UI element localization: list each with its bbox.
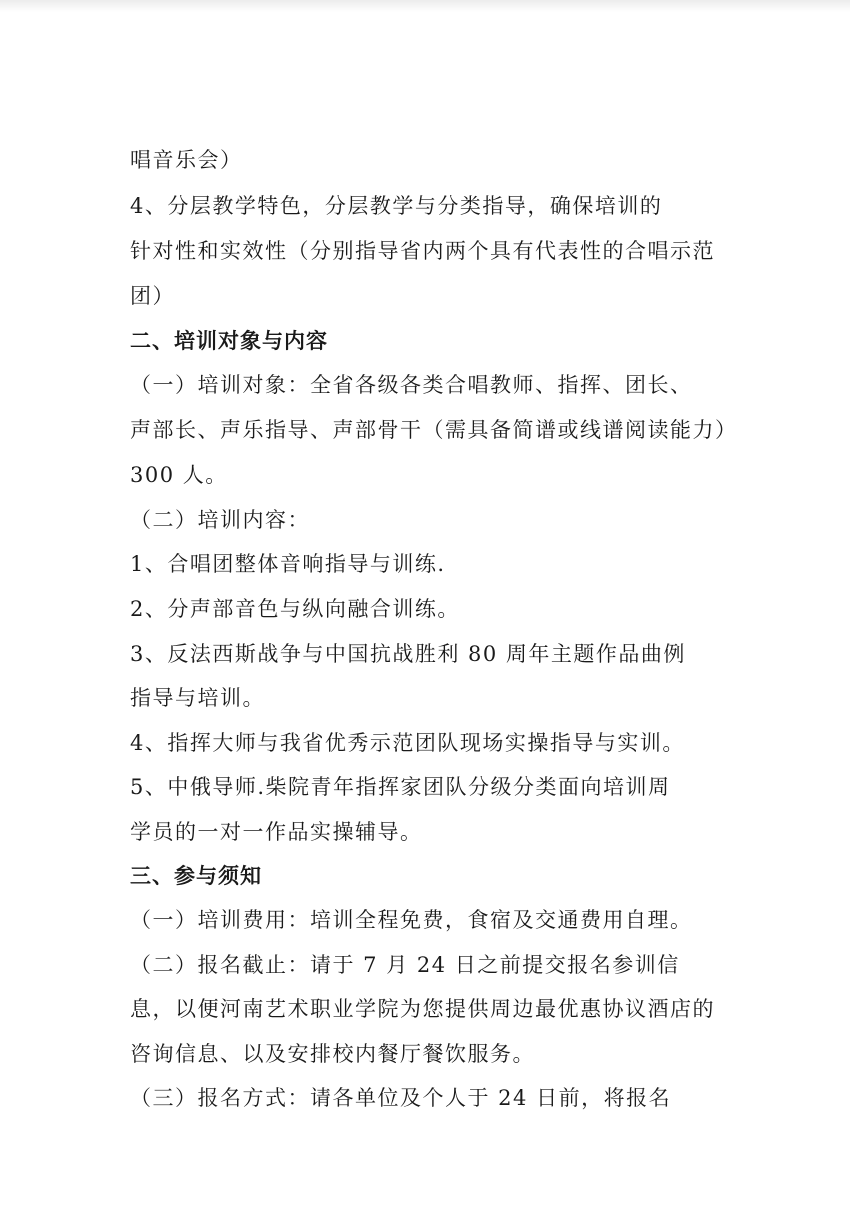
paragraph-line: 针对性和实效性（分别指导省内两个具有代表性的合唱示范	[130, 239, 715, 263]
paragraph-line: （三）报名方式：请各单位及个人于 24 日前，将报名	[130, 1086, 672, 1110]
paragraph-line: 团）	[130, 284, 175, 308]
list-item: 4、指挥大师与我省优秀示范团队现场实操指导与实训。	[130, 731, 685, 755]
section-heading-3: 三、参与须知	[130, 864, 262, 888]
section-heading-2: 二、培训对象与内容	[130, 329, 328, 353]
paragraph-line: 4、分层教学特色，分层教学与分类指导，确保培训的	[130, 194, 663, 218]
list-item: 3、反法西斯战争与中国抗战胜利 80 周年主题作品曲例	[130, 642, 686, 666]
paragraph-line: 指导与培训。	[130, 686, 265, 710]
paragraph-line: 咨询信息、以及安排校内餐厅餐饮服务。	[130, 1042, 535, 1066]
paragraph-line: （一）培训对象：全省各级各类合唱教师、指挥、团长、	[130, 373, 693, 397]
list-item: 5、中俄导师.柴院青年指挥家团队分级分类面向培训周	[130, 775, 671, 799]
paragraph-line: （一）培训费用：培训全程免费，食宿及交通费用自理。	[130, 908, 693, 932]
paragraph-line: 息，以便河南艺术职业学院为您提供周边最优惠协议酒店的	[130, 997, 715, 1021]
paragraph-line: 唱音乐会）	[130, 148, 243, 172]
paragraph-line: 300 人。	[130, 463, 228, 487]
paragraph-line: （二）培训内容：	[130, 508, 310, 532]
paragraph-line: 学员的一对一作品实操辅导。	[130, 820, 423, 844]
paragraph-line: （二）报名截止：请于 7 月 24 日之前提交报名参训信	[130, 953, 680, 977]
list-item: 2、分声部音色与纵向融合训练。	[130, 597, 460, 621]
paragraph-line: 声部长、声乐指导、声部骨干（需具备简谱或线谱阅读能力）	[130, 418, 738, 442]
list-item: 1、合唱团整体音响指导与训练.	[130, 552, 446, 576]
